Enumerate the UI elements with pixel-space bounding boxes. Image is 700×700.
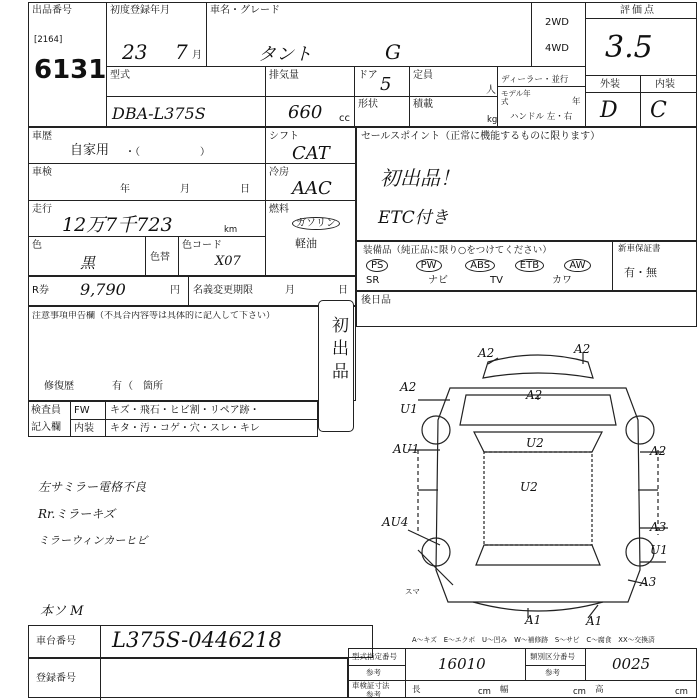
model-name-label: 車名・グレード <box>210 5 280 16</box>
notes-label: 注意事項申告欄（不具合内容等は具体的に記入して下さい） <box>32 311 276 321</box>
capacity-label: 定員 <box>413 70 433 81</box>
damage-mark: A2 <box>650 444 667 458</box>
warranty-label: 新車保証書 <box>618 244 661 254</box>
fuel-diesel: 軽油 <box>295 237 317 250</box>
height-label: 高 <box>595 685 604 695</box>
exterior-label: 外装 <box>600 79 620 90</box>
equipment-item: ナビ <box>428 275 448 286</box>
car-name: タント <box>258 44 312 65</box>
inspector-label: 検査員 <box>31 405 61 416</box>
recycle-value: 9,790 <box>80 280 126 299</box>
grade: G <box>385 40 401 64</box>
equipment-row-2 <box>362 275 610 289</box>
exterior-grade: D <box>600 98 618 123</box>
handle-label: ハンドル 左・右 <box>510 112 573 122</box>
sales-point-1: 初出品！ <box>380 166 460 190</box>
name-change-month: 月 <box>285 285 295 296</box>
color-label: 色 <box>32 240 42 251</box>
aircon-value: AAC <box>292 178 332 199</box>
drive-2wd: 2WD <box>545 17 569 28</box>
shape-label: 形状 <box>358 99 378 110</box>
fw-label: FW <box>74 405 90 416</box>
reg-frame <box>28 658 348 698</box>
history-value: 自家用 <box>70 143 110 158</box>
note-handwritten-3: ミラーウィンカーヒビ <box>38 534 148 547</box>
fuel-label: 燃料 <box>269 204 289 215</box>
height-unit: cm <box>675 687 688 697</box>
color-code-value: X07 <box>215 254 241 269</box>
load-unit: kg <box>487 115 498 125</box>
mileage-unit: km <box>224 225 238 235</box>
color-code-label: 色コード <box>182 240 222 251</box>
score-value: 3.5 <box>605 30 653 65</box>
damage-mark: A2 <box>400 380 417 394</box>
inspection-month-unit: 月 <box>180 184 190 195</box>
fuel-gasoline: ガソリン <box>292 218 340 229</box>
equipment-label: 装備品（純正品に限り○をつけてください） <box>363 245 552 256</box>
mileage-label: 走行 <box>32 204 52 215</box>
equipment-item: ETB <box>515 259 544 272</box>
recycle-label: R券 <box>32 285 49 296</box>
sales-label: セールスポイント（正常に機能するものに限ります） <box>361 131 601 142</box>
size-ref: 参考 <box>366 690 381 699</box>
mileage-value: 12万7千723 <box>62 214 173 236</box>
note-handwritten-2: Rr.ミラーキズ <box>38 507 116 521</box>
repair-count: （ 箇所 <box>123 381 163 392</box>
length-label: 長 <box>412 685 421 695</box>
damage-mark: U1 <box>400 402 418 416</box>
smart-label: スマ <box>405 587 420 596</box>
repair-label: 修復歴 <box>44 381 74 392</box>
equipment-item: カワ <box>552 275 572 286</box>
first-listing-badge-text: 初出品 <box>328 316 348 385</box>
first-reg-month: 7 <box>175 40 188 64</box>
category-label: 類別区分番号 <box>530 652 575 661</box>
damage-marks <box>378 340 698 630</box>
load-label: 積載 <box>413 99 433 110</box>
equipment-item: TV <box>490 275 503 286</box>
interior-grade: C <box>650 98 667 123</box>
category-ref: 参考 <box>545 668 560 677</box>
model-spec-ref: 参考 <box>366 668 381 677</box>
sales-point-2: ETC付き <box>378 208 449 228</box>
type-label: 型式 <box>110 70 130 81</box>
equipment-item: ABS <box>465 259 495 272</box>
equipment-item: PS <box>366 259 388 272</box>
displacement-unit: cc <box>339 113 350 124</box>
damage-legend: A～キズ E～エクボ U～凹み W～補修跡 S～サビ C～腐食 XX～交換済 <box>412 636 655 644</box>
year-unit: 年 <box>572 97 581 107</box>
first-reg-year: 23 <box>122 40 148 64</box>
damage-mark: A1 <box>525 613 542 627</box>
note-handwritten-1: 左サミラー電格不良 <box>38 480 147 494</box>
model-spec-label: 型式指定番号 <box>352 652 397 661</box>
month-unit: 月 <box>192 50 202 61</box>
inspection-label: 車検 <box>32 167 52 178</box>
equipment-item: AW <box>564 259 590 272</box>
type-value: DBA-L375S <box>112 104 206 123</box>
lot-number: 6131 <box>34 55 107 85</box>
interior-label: 内装 <box>655 79 675 90</box>
chassis-label: 車台番号 <box>36 636 76 647</box>
name-change-day: 日 <box>338 285 348 296</box>
first-reg-label: 初度登録年月 <box>110 5 170 16</box>
chassis-value: L375S-0446218 <box>112 628 282 652</box>
interior-items: キタ・汚・コゲ・穴・スレ・キレ <box>110 423 260 434</box>
lot-code: [2164] <box>34 35 63 45</box>
color-value: 黒 <box>80 254 96 272</box>
damage-mark: AU1 <box>393 442 420 456</box>
recycle-unit: 円 <box>170 285 180 296</box>
damage-mark: A2 <box>526 388 543 402</box>
displacement-value: 660 <box>288 102 323 123</box>
shift-label: シフト <box>269 131 299 142</box>
interior-check-label: 内装 <box>74 423 94 434</box>
damage-mark: A1 <box>586 614 603 628</box>
equipment-item: SR <box>366 275 380 286</box>
dealer-label: ディーラー・並行 <box>501 75 569 85</box>
recycle-frame <box>28 276 356 306</box>
width-label: 幅 <box>500 685 509 695</box>
capacity-unit: 人 <box>486 85 496 96</box>
aircon-label: 冷房 <box>269 167 289 178</box>
equipment-row-1 <box>362 259 610 273</box>
damage-mark: A3 <box>640 575 657 589</box>
fw-items: キズ・飛石・ヒビ割・リペア跡・ <box>110 405 260 416</box>
damage-mark: U2 <box>526 436 544 450</box>
width-unit: cm <box>573 687 586 697</box>
drive-4wd: 4WD <box>545 43 569 54</box>
length-unit: cm <box>478 687 491 697</box>
door-label: ドア <box>358 70 378 81</box>
history-label: 車歴 <box>32 131 52 142</box>
damage-mark: A2 <box>478 346 495 360</box>
displacement-label: 排気量 <box>269 70 299 81</box>
damage-mark: A3 <box>650 520 667 534</box>
repair-yes: 有 <box>112 381 122 392</box>
damage-mark: AU4 <box>382 515 409 529</box>
memo-frame <box>356 291 697 327</box>
inspection-day-unit: 日 <box>240 184 250 195</box>
name-change-label: 名義変更期限 <box>193 285 253 296</box>
damage-mark: U1 <box>650 543 668 557</box>
memo-label: 後日品 <box>361 295 391 306</box>
model-spec-value: 16010 <box>438 655 486 673</box>
damage-mark: U2 <box>520 480 538 494</box>
note-handwritten-4: 本ソ M <box>40 604 84 619</box>
door-value: 5 <box>380 74 392 95</box>
color-change-label: 色替 <box>150 252 170 263</box>
size-label: 車検証寸法 <box>352 681 390 690</box>
reg-label: 登録番号 <box>36 673 76 684</box>
inspection-year-unit: 年 <box>120 184 130 195</box>
warranty-value: 有・無 <box>624 266 657 279</box>
lot-label: 出品番号 <box>32 5 72 16</box>
damage-mark: A2 <box>574 342 591 356</box>
category-value: 0025 <box>612 655 651 673</box>
shift-value: CAT <box>292 143 330 164</box>
model-year-label: モデル年式 <box>501 89 531 106</box>
history-paren: ・（ ） <box>125 147 210 158</box>
equipment-item: PW <box>416 259 442 272</box>
score-label: 評価点 <box>620 5 656 16</box>
record-label: 記入欄 <box>31 422 61 433</box>
